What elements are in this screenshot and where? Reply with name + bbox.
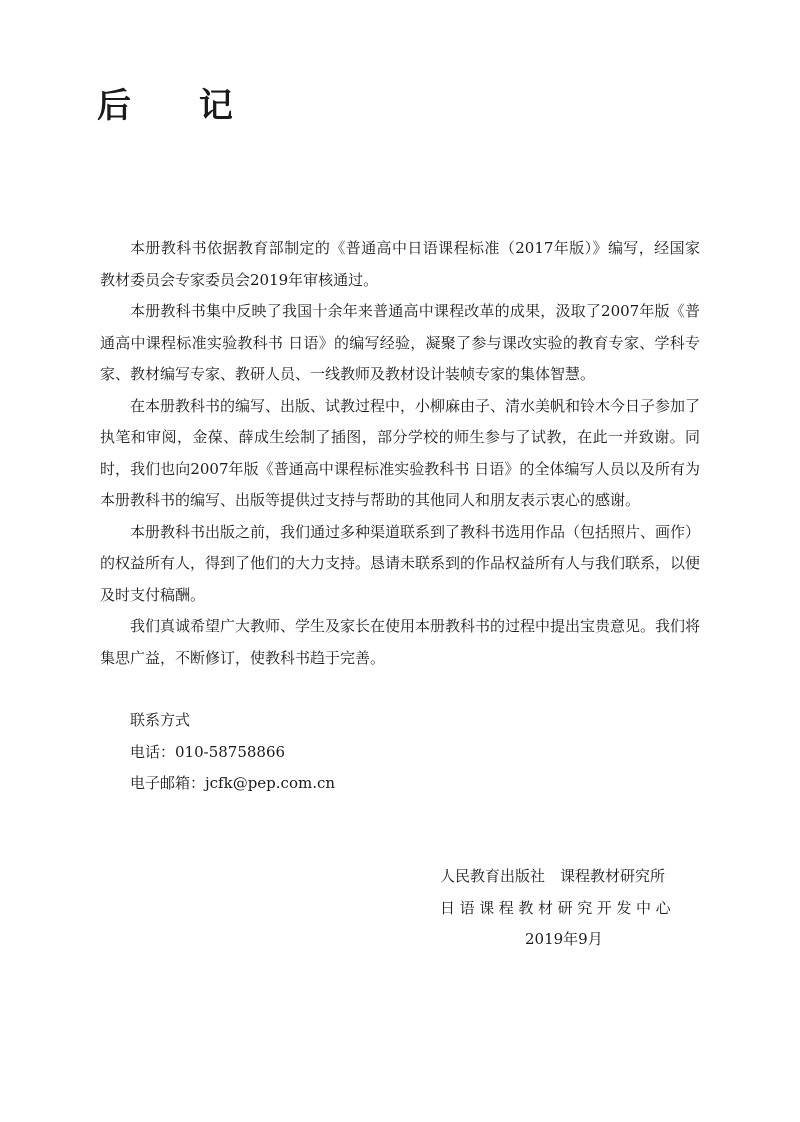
contact-email: 电子邮箱：jcfk@pep.com.cn <box>130 774 336 792</box>
paragraph-2: 本册教科书集中反映了我国十余年来普通高中课程改革的成果，汲取了2007年版《普通高中课程标准实验教科书 日语》的编写经验，凝聚了参与课改实验的教育专家、学科专家、教材编写专家、教研人员、一线教师及教材设计装帧专家的集体智慧。 <box>100 302 700 383</box>
afterword-body <box>100 233 700 674</box>
page-title: 后 记 <box>97 86 261 126</box>
signature-block <box>440 861 690 956</box>
signature-org-2: 日语课程教材研究开发中心 <box>440 898 676 917</box>
signature-org-1: 人民教育出版社 课程教材研究所 <box>440 867 666 885</box>
paragraph-3: 在本册教科书的编写、出版、试教过程中，小柳麻由子、清水美帆和铃木今日子参加了执笔和审阅，金葆、薛成生绘制了插图，部分学校的师生参与了试教，在此一并致谢。同时，我们也向2007年版《普通高中课程标准实验教科书 日语》的全体编写人员以及所有为本册教科书的编写、出版等提供过支持与帮助的其他同人和朋友表示衷心的感谢。 <box>100 396 701 509</box>
contact-info <box>130 705 335 800</box>
contact-heading: 联系方式 <box>130 711 191 729</box>
paragraph-4: 本册教科书出版之前，我们通过多种渠道联系到了教科书选用作品（包括照片、画作）的权益所有人，得到了他们的大力支持。恳请未联系到的作品权益所有人与我们联系，以便及时支付稿酬。 <box>100 522 701 604</box>
paragraph-1: 本册教科书依据教育部制定的《普通高中日语课程标准（2017年版）》编写，经国家教材委员会专家委员会2019年审核通过。 <box>100 239 700 289</box>
signature-date: 2019年9月 <box>525 930 603 948</box>
contact-phone: 电话：010-58758866 <box>130 742 286 761</box>
paragraph-5: 我们真诚希望广大教师、学生及家长在使用本册教科书的过程中提出宝贵意见。我们将集思广益，不断修订，使教科书趋于完善。 <box>100 617 701 667</box>
